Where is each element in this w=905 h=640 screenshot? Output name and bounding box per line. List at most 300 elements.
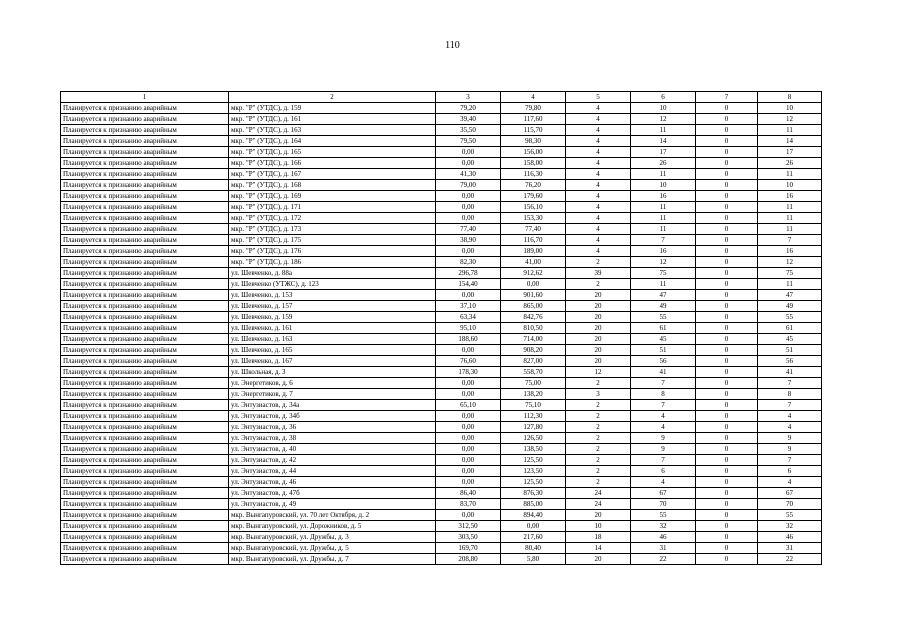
address-cell: мкр. "Р" (УТДС), д. 161 — [229, 114, 436, 125]
address-cell: ул. Шевченко, д. 165 — [229, 345, 436, 356]
status-cell: Планируется к признанию аварийным — [61, 312, 229, 323]
value-col8-cell: 11 — [758, 279, 822, 290]
value-col5-cell: 39 — [566, 268, 631, 279]
value-col4-cell: 123,50 — [501, 466, 566, 477]
page-number: 110 — [445, 40, 460, 51]
table-row — [61, 334, 822, 345]
value-col7-cell: 0 — [696, 147, 758, 158]
value-col7-cell: 0 — [696, 345, 758, 356]
value-col5-cell: 20 — [566, 345, 631, 356]
value-col8-cell: 61 — [758, 323, 822, 334]
value-col7-cell: 0 — [696, 433, 758, 444]
table-row — [61, 433, 822, 444]
address-cell: ул. Шевченко, д. 161 — [229, 323, 436, 334]
value-col8-cell: 55 — [758, 312, 822, 323]
value-col8-cell: 7 — [758, 400, 822, 411]
value-col6-cell: 55 — [631, 510, 696, 521]
value-col7-cell: 0 — [696, 444, 758, 455]
value-col3-cell: 178,30 — [436, 367, 501, 378]
status-cell: Планируется к признанию аварийным — [61, 378, 229, 389]
table-row — [61, 147, 822, 158]
status-cell: Планируется к признанию аварийным — [61, 191, 229, 202]
value-col8-cell: 4 — [758, 477, 822, 488]
table-row — [61, 455, 822, 466]
status-cell: Планируется к признанию аварийным — [61, 554, 229, 565]
value-col6-cell: 10 — [631, 103, 696, 114]
value-col3-cell: 63,34 — [436, 312, 501, 323]
table-row — [61, 202, 822, 213]
value-col5-cell: 4 — [566, 213, 631, 224]
value-col8-cell: 56 — [758, 356, 822, 367]
value-col6-cell: 49 — [631, 301, 696, 312]
value-col5-cell: 20 — [566, 301, 631, 312]
status-cell: Планируется к признанию аварийным — [61, 114, 229, 125]
value-col4-cell: 138,20 — [501, 389, 566, 400]
value-col5-cell: 24 — [566, 499, 631, 510]
value-col6-cell: 55 — [631, 312, 696, 323]
value-col3-cell: 0,00 — [436, 147, 501, 158]
value-col3-cell: 303,50 — [436, 532, 501, 543]
value-col3-cell: 41,30 — [436, 169, 501, 180]
table-row — [61, 411, 822, 422]
status-cell: Планируется к признанию аварийным — [61, 488, 229, 499]
address-cell: ул. Энтузиастов, д. 46 — [229, 477, 436, 488]
value-col6-cell: 6 — [631, 466, 696, 477]
value-col5-cell: 20 — [566, 290, 631, 301]
value-col5-cell: 4 — [566, 103, 631, 114]
value-col5-cell: 2 — [566, 257, 631, 268]
status-cell: Планируется к признанию аварийным — [61, 147, 229, 158]
value-col6-cell: 4 — [631, 411, 696, 422]
value-col7-cell: 0 — [696, 235, 758, 246]
value-col8-cell: 51 — [758, 345, 822, 356]
value-col5-cell: 4 — [566, 191, 631, 202]
table-row — [61, 400, 822, 411]
value-col4-cell: 901,60 — [501, 290, 566, 301]
value-col7-cell: 0 — [696, 378, 758, 389]
value-col7-cell: 0 — [696, 246, 758, 257]
value-col4-cell: 125,50 — [501, 477, 566, 488]
table-row — [61, 191, 822, 202]
value-col6-cell: 11 — [631, 279, 696, 290]
status-cell: Планируется к признанию аварийным — [61, 290, 229, 301]
status-cell: Планируется к признанию аварийным — [61, 521, 229, 532]
value-col3-cell: 0,00 — [436, 389, 501, 400]
address-cell: ул. Шевченко, д. 167 — [229, 356, 436, 367]
value-col8-cell: 10 — [758, 180, 822, 191]
address-cell: мкр. Вынгапуровский, ул. Дружбы, д. 3 — [229, 532, 436, 543]
status-cell: Планируется к признанию аварийным — [61, 180, 229, 191]
value-col3-cell: 0,00 — [436, 213, 501, 224]
value-col4-cell: 75,10 — [501, 400, 566, 411]
table-body — [61, 103, 822, 565]
value-col7-cell: 0 — [696, 422, 758, 433]
value-col3-cell: 0,00 — [436, 510, 501, 521]
status-cell: Планируется к признанию аварийным — [61, 422, 229, 433]
value-col4-cell: 76,20 — [501, 180, 566, 191]
value-col7-cell: 0 — [696, 136, 758, 147]
value-col3-cell: 95,10 — [436, 323, 501, 334]
status-cell: Планируется к признанию аварийным — [61, 455, 229, 466]
status-cell: Планируется к признанию аварийным — [61, 103, 229, 114]
value-col6-cell: 7 — [631, 235, 696, 246]
table-row — [61, 554, 822, 565]
value-col3-cell: 77,40 — [436, 224, 501, 235]
value-col6-cell: 16 — [631, 246, 696, 257]
address-cell: ул. Энтузиастов, д. 47б — [229, 488, 436, 499]
value-col4-cell: 885,00 — [501, 499, 566, 510]
address-cell: мкр. "Р" (УТДС), д. 173 — [229, 224, 436, 235]
value-col7-cell: 0 — [696, 554, 758, 565]
value-col6-cell: 70 — [631, 499, 696, 510]
value-col6-cell: 56 — [631, 356, 696, 367]
value-col5-cell: 2 — [566, 466, 631, 477]
value-col7-cell: 0 — [696, 103, 758, 114]
column-header-5: 5 — [566, 92, 631, 103]
address-cell: ул. Шевченко, д. 157 — [229, 301, 436, 312]
status-cell: Планируется к признанию аварийным — [61, 169, 229, 180]
value-col6-cell: 11 — [631, 224, 696, 235]
address-cell: мкр. "Р" (УТДС), д. 159 — [229, 103, 436, 114]
column-header-8: 8 — [758, 92, 822, 103]
value-col8-cell: 49 — [758, 301, 822, 312]
value-col6-cell: 46 — [631, 532, 696, 543]
status-cell: Планируется к признанию аварийным — [61, 411, 229, 422]
value-col4-cell: 179,60 — [501, 191, 566, 202]
value-col8-cell: 11 — [758, 224, 822, 235]
value-col3-cell: 86,40 — [436, 488, 501, 499]
status-cell: Планируется к признанию аварийным — [61, 158, 229, 169]
value-col8-cell: 26 — [758, 158, 822, 169]
housing-registry-table — [60, 91, 822, 565]
value-col8-cell: 10 — [758, 103, 822, 114]
value-col4-cell: 126,50 — [501, 433, 566, 444]
value-col8-cell: 4 — [758, 422, 822, 433]
value-col4-cell: 5,80 — [501, 554, 566, 565]
value-col7-cell: 0 — [696, 334, 758, 345]
address-cell: мкр. "Р" (УТДС), д. 168 — [229, 180, 436, 191]
table-row — [61, 246, 822, 257]
value-col3-cell: 0,00 — [436, 290, 501, 301]
value-col4-cell: 0,00 — [501, 279, 566, 290]
value-col6-cell: 9 — [631, 444, 696, 455]
value-col4-cell: 41,00 — [501, 257, 566, 268]
address-cell: мкр. "Р" (УТДС), д. 175 — [229, 235, 436, 246]
address-cell: мкр. "Р" (УТДС), д. 164 — [229, 136, 436, 147]
value-col7-cell: 0 — [696, 389, 758, 400]
table-row — [61, 543, 822, 554]
address-cell: ул. Шевченко (УТЖС), д. 123 — [229, 279, 436, 290]
value-col8-cell: 46 — [758, 532, 822, 543]
value-col6-cell: 7 — [631, 378, 696, 389]
status-cell: Планируется к признанию аварийным — [61, 301, 229, 312]
table-row — [61, 378, 822, 389]
value-col3-cell: 0,00 — [436, 433, 501, 444]
value-col3-cell: 65,10 — [436, 400, 501, 411]
value-col5-cell: 20 — [566, 323, 631, 334]
value-col3-cell: 0,00 — [436, 444, 501, 455]
status-cell: Планируется к признанию аварийным — [61, 444, 229, 455]
value-col8-cell: 55 — [758, 510, 822, 521]
address-cell: мкр. "Р" (УТДС), д. 186 — [229, 257, 436, 268]
value-col4-cell: 116,30 — [501, 169, 566, 180]
value-col8-cell: 41 — [758, 367, 822, 378]
value-col7-cell: 0 — [696, 543, 758, 554]
value-col6-cell: 11 — [631, 125, 696, 136]
address-cell: ул. Шевченко, д. 159 — [229, 312, 436, 323]
value-col4-cell: 117,60 — [501, 114, 566, 125]
value-col6-cell: 14 — [631, 136, 696, 147]
value-col8-cell: 67 — [758, 488, 822, 499]
value-col4-cell: 75,00 — [501, 378, 566, 389]
value-col5-cell: 4 — [566, 246, 631, 257]
value-col5-cell: 4 — [566, 114, 631, 125]
address-cell: мкр. "Р" (УТДС), д. 171 — [229, 202, 436, 213]
address-cell: ул. Энтузиастов, д. 44 — [229, 466, 436, 477]
value-col4-cell: 894,40 — [501, 510, 566, 521]
table-row — [61, 279, 822, 290]
address-cell: ул. Школьная, д. 3 — [229, 367, 436, 378]
value-col6-cell: 26 — [631, 158, 696, 169]
value-col5-cell: 4 — [566, 202, 631, 213]
value-col5-cell: 4 — [566, 169, 631, 180]
status-cell: Планируется к признанию аварийным — [61, 136, 229, 147]
value-col7-cell: 0 — [696, 510, 758, 521]
column-header-6: 6 — [631, 92, 696, 103]
table-row — [61, 466, 822, 477]
value-col3-cell: 312,50 — [436, 521, 501, 532]
table-row — [61, 367, 822, 378]
value-col4-cell: 217,60 — [501, 532, 566, 543]
value-col6-cell: 17 — [631, 147, 696, 158]
table-row — [61, 290, 822, 301]
value-col7-cell: 0 — [696, 488, 758, 499]
value-col4-cell: 127,80 — [501, 422, 566, 433]
value-col8-cell: 6 — [758, 466, 822, 477]
value-col4-cell: 153,30 — [501, 213, 566, 224]
value-col3-cell: 79,50 — [436, 136, 501, 147]
table-row — [61, 136, 822, 147]
value-col5-cell: 4 — [566, 136, 631, 147]
value-col3-cell: 37,10 — [436, 301, 501, 312]
value-col5-cell: 24 — [566, 488, 631, 499]
address-cell: ул. Энтузиастов, д. 34а — [229, 400, 436, 411]
value-col7-cell: 0 — [696, 169, 758, 180]
value-col8-cell: 8 — [758, 389, 822, 400]
table-row — [61, 180, 822, 191]
value-col3-cell: 0,00 — [436, 422, 501, 433]
status-cell: Планируется к признанию аварийным — [61, 477, 229, 488]
status-cell: Планируется к признанию аварийным — [61, 356, 229, 367]
value-col8-cell: 4 — [758, 411, 822, 422]
value-col5-cell: 2 — [566, 433, 631, 444]
value-col8-cell: 12 — [758, 114, 822, 125]
address-cell: мкр. "Р" (УТДС), д. 167 — [229, 169, 436, 180]
value-col7-cell: 0 — [696, 114, 758, 125]
value-col5-cell: 4 — [566, 147, 631, 158]
status-cell: Планируется к признанию аварийным — [61, 543, 229, 554]
value-col6-cell: 8 — [631, 389, 696, 400]
value-col7-cell: 0 — [696, 521, 758, 532]
value-col7-cell: 0 — [696, 532, 758, 543]
value-col7-cell: 0 — [696, 400, 758, 411]
value-col7-cell: 0 — [696, 180, 758, 191]
value-col3-cell: 0,00 — [436, 411, 501, 422]
value-col8-cell: 75 — [758, 268, 822, 279]
address-cell: мкр. "Р" (УТДС), д. 172 — [229, 213, 436, 224]
value-col7-cell: 0 — [696, 202, 758, 213]
address-cell: мкр. Вынгапуровский, ул. Дружбы, д. 5 — [229, 543, 436, 554]
address-cell: ул. Шевченко, д. 163 — [229, 334, 436, 345]
status-cell: Планируется к признанию аварийным — [61, 345, 229, 356]
value-col5-cell: 4 — [566, 158, 631, 169]
value-col3-cell: 0,00 — [436, 202, 501, 213]
value-col7-cell: 0 — [696, 158, 758, 169]
status-cell: Планируется к признанию аварийным — [61, 268, 229, 279]
value-col4-cell: 125,50 — [501, 455, 566, 466]
value-col8-cell: 7 — [758, 455, 822, 466]
status-cell: Планируется к признанию аварийным — [61, 367, 229, 378]
value-col5-cell: 12 — [566, 367, 631, 378]
value-col8-cell: 7 — [758, 235, 822, 246]
value-col8-cell: 7 — [758, 378, 822, 389]
value-col7-cell: 0 — [696, 477, 758, 488]
column-header-3: 3 — [436, 92, 501, 103]
table-row — [61, 356, 822, 367]
status-cell: Планируется к признанию аварийным — [61, 279, 229, 290]
value-col8-cell: 17 — [758, 147, 822, 158]
address-cell: ул. Энтузиастов, д. 42 — [229, 455, 436, 466]
value-col4-cell: 156,10 — [501, 202, 566, 213]
value-col4-cell: 116,70 — [501, 235, 566, 246]
address-cell: ул. Энтузиастов, д. 34б — [229, 411, 436, 422]
value-col6-cell: 75 — [631, 268, 696, 279]
status-cell: Планируется к признанию аварийным — [61, 466, 229, 477]
table-row — [61, 103, 822, 114]
value-col7-cell: 0 — [696, 466, 758, 477]
value-col8-cell: 9 — [758, 433, 822, 444]
status-cell: Планируется к признанию аварийным — [61, 433, 229, 444]
value-col3-cell: 38,90 — [436, 235, 501, 246]
value-col7-cell: 0 — [696, 257, 758, 268]
value-col5-cell: 3 — [566, 389, 631, 400]
value-col3-cell: 169,70 — [436, 543, 501, 554]
value-col5-cell: 2 — [566, 400, 631, 411]
value-col6-cell: 47 — [631, 290, 696, 301]
status-cell: Планируется к признанию аварийным — [61, 202, 229, 213]
value-col4-cell: 79,80 — [501, 103, 566, 114]
value-col8-cell: 12 — [758, 257, 822, 268]
value-col7-cell: 0 — [696, 125, 758, 136]
value-col3-cell: 0,00 — [436, 466, 501, 477]
address-cell: мкр. Вынгапуровский, ул. 70 лет Октября, д. 2 — [229, 510, 436, 521]
value-col6-cell: 9 — [631, 433, 696, 444]
value-col4-cell: 810,50 — [501, 323, 566, 334]
value-col8-cell: 14 — [758, 136, 822, 147]
value-col8-cell: 11 — [758, 202, 822, 213]
table-row — [61, 323, 822, 334]
value-col3-cell: 82,30 — [436, 257, 501, 268]
table-row — [61, 444, 822, 455]
value-col5-cell: 20 — [566, 554, 631, 565]
status-cell: Планируется к признанию аварийным — [61, 532, 229, 543]
value-col5-cell: 2 — [566, 279, 631, 290]
value-col7-cell: 0 — [696, 224, 758, 235]
value-col5-cell: 2 — [566, 378, 631, 389]
value-col4-cell: 138,50 — [501, 444, 566, 455]
table-row — [61, 301, 822, 312]
value-col5-cell: 2 — [566, 455, 631, 466]
address-cell: ул. Энтузиастов, д. 49 — [229, 499, 436, 510]
value-col4-cell: 189,00 — [501, 246, 566, 257]
value-col3-cell: 154,40 — [436, 279, 501, 290]
column-header-4: 4 — [501, 92, 566, 103]
column-header-7: 7 — [696, 92, 758, 103]
table-row — [61, 224, 822, 235]
value-col3-cell: 83,70 — [436, 499, 501, 510]
value-col7-cell: 0 — [696, 499, 758, 510]
table-row — [61, 488, 822, 499]
value-col4-cell: 908,20 — [501, 345, 566, 356]
status-cell: Планируется к признанию аварийным — [61, 235, 229, 246]
value-col4-cell: 865,00 — [501, 301, 566, 312]
table-row — [61, 521, 822, 532]
value-col4-cell: 876,30 — [501, 488, 566, 499]
value-col6-cell: 4 — [631, 422, 696, 433]
address-cell: ул. Энтузиастов, д. 36 — [229, 422, 436, 433]
value-col5-cell: 2 — [566, 411, 631, 422]
value-col8-cell: 45 — [758, 334, 822, 345]
value-col6-cell: 7 — [631, 400, 696, 411]
value-col6-cell: 22 — [631, 554, 696, 565]
value-col3-cell: 0,00 — [436, 191, 501, 202]
address-cell: ул. Энтузиастов, д. 38 — [229, 433, 436, 444]
table-row — [61, 235, 822, 246]
status-cell: Планируется к признанию аварийным — [61, 323, 229, 334]
value-col8-cell: 70 — [758, 499, 822, 510]
address-cell: мкр. "Р" (УТДС), д. 163 — [229, 125, 436, 136]
value-col7-cell: 0 — [696, 356, 758, 367]
value-col8-cell: 22 — [758, 554, 822, 565]
value-col7-cell: 0 — [696, 191, 758, 202]
status-cell: Планируется к признанию аварийным — [61, 510, 229, 521]
value-col6-cell: 45 — [631, 334, 696, 345]
status-cell: Планируется к признанию аварийным — [61, 246, 229, 257]
value-col4-cell: 714,00 — [501, 334, 566, 345]
value-col4-cell: 158,00 — [501, 158, 566, 169]
value-col6-cell: 11 — [631, 202, 696, 213]
value-col6-cell: 10 — [631, 180, 696, 191]
value-col3-cell: 188,60 — [436, 334, 501, 345]
table-row — [61, 169, 822, 180]
table-row — [61, 345, 822, 356]
value-col6-cell: 16 — [631, 191, 696, 202]
value-col5-cell: 18 — [566, 532, 631, 543]
value-col7-cell: 0 — [696, 367, 758, 378]
table-row — [61, 510, 822, 521]
value-col8-cell: 11 — [758, 213, 822, 224]
value-col3-cell: 39,40 — [436, 114, 501, 125]
value-col7-cell: 0 — [696, 323, 758, 334]
value-col4-cell: 912,62 — [501, 268, 566, 279]
value-col4-cell: 156,00 — [501, 147, 566, 158]
value-col6-cell: 51 — [631, 345, 696, 356]
value-col7-cell: 0 — [696, 279, 758, 290]
value-col6-cell: 31 — [631, 543, 696, 554]
value-col5-cell: 2 — [566, 422, 631, 433]
status-cell: Планируется к признанию аварийным — [61, 499, 229, 510]
column-number-row — [61, 92, 822, 103]
